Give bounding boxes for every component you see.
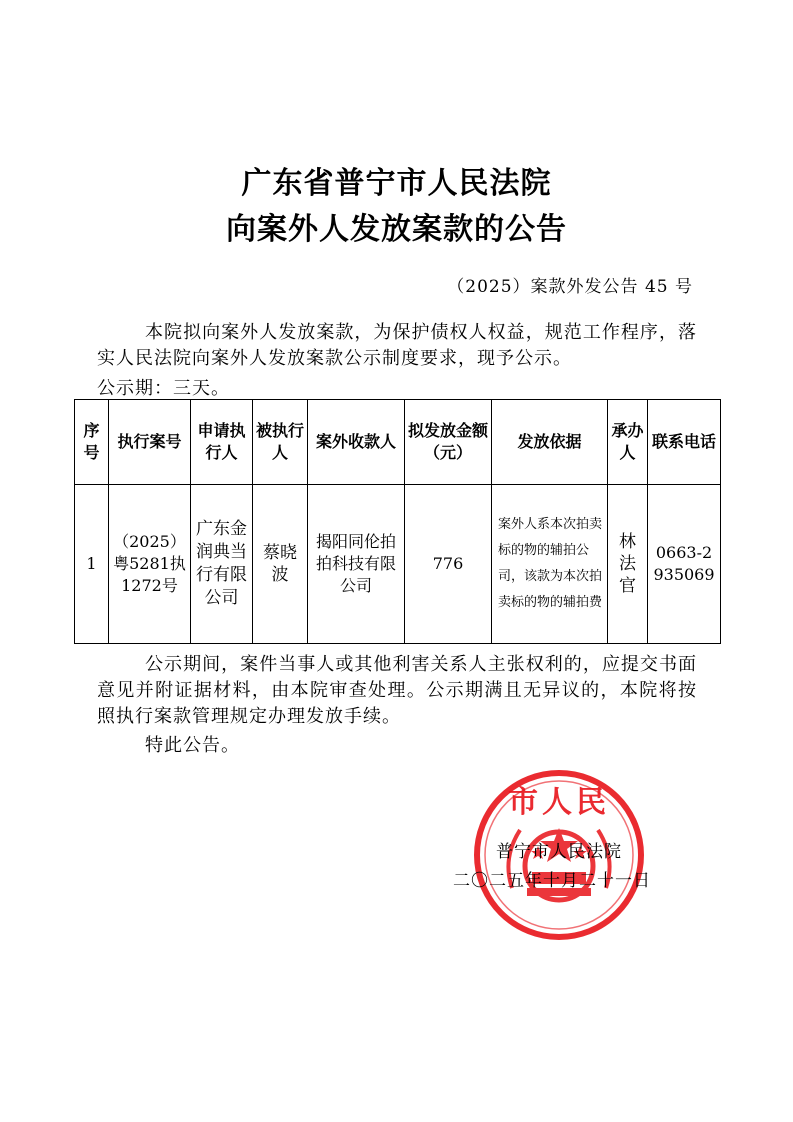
header-payee: 案外收款人 (308, 400, 405, 485)
cell-case-no: （2025）粤5281执1272号 (109, 485, 191, 644)
header-handler: 承办人 (608, 400, 648, 485)
intro-paragraph: 本院拟向案外人发放案款，为保护债权人权益，规范工作程序，落实人民法院向案外人发放案款公示制度要求，现予公示。 (97, 322, 697, 369)
seal-text: 市人民 (508, 785, 610, 820)
cell-handler: 林法官 (608, 485, 648, 644)
cell-phone: 0663-2935069 (648, 485, 721, 644)
table-row (75, 485, 721, 644)
header-basis: 发放依据 (492, 400, 608, 485)
cell-respondent: 蔡晓波 (253, 485, 308, 644)
signature-date: 二〇二五年十月二十一日 (453, 871, 651, 891)
cell-payee: 揭阳同伦拍拍科技有限公司 (308, 485, 405, 644)
objection-paragraph: 公示期间，案件当事人或其他利害关系人主张权利的，应提交书面意见并附证据材料，由本院审查处理。公示期满且无异议的，本院将按照执行案款管理规定办理发放手续。 (97, 654, 697, 727)
header-index: 序号 (75, 400, 109, 485)
header-case-no: 执行案号 (109, 400, 191, 485)
cell-basis: 案外人系本次拍卖标的物的辅拍公司，该款为本次拍卖标的物的辅拍费 (492, 485, 608, 644)
header-amount: 拟发放金额（元） (405, 400, 492, 485)
announcement-table (74, 399, 721, 644)
closing-text: 特此公告。 (145, 735, 240, 756)
header-applicant: 申请执行人 (191, 400, 253, 485)
cell-index: 1 (75, 485, 109, 644)
table-header-row (75, 400, 721, 485)
header-respondent: 被执行人 (253, 400, 308, 485)
header-phone: 联系电话 (648, 400, 721, 485)
cell-amount: 776 (405, 485, 492, 644)
publicity-period: 公示期：三天。 (97, 378, 230, 399)
court-name: 普宁市人民法院 (496, 842, 622, 862)
cell-applicant: 广东金润典当行有限公司 (191, 485, 253, 644)
document-number: （2025）案款外发公告 45 号 (447, 277, 693, 297)
title-line-2: 向案外人发放案款的公告 (226, 212, 567, 247)
title-line-1: 广东省普宁市人民法院 (241, 166, 552, 201)
